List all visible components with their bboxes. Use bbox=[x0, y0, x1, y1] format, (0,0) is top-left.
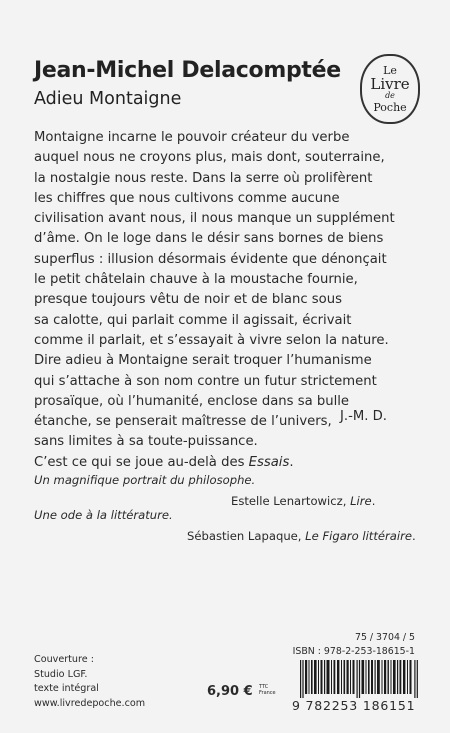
reviewer-name: Sébastien Lapaque, bbox=[187, 529, 306, 543]
blurb-last-line-end: . bbox=[289, 454, 294, 470]
blurb-line: d’âme. On le loge dans le désir sans bornes de biens bbox=[34, 231, 384, 247]
logo-word-livre: Livre bbox=[370, 75, 410, 93]
blurb-last-line-text: C’est ce qui se joue au-delà des bbox=[34, 454, 249, 470]
blurb-line: Dire adieu à Montaigne serait troquer l’humanisme bbox=[34, 353, 372, 369]
blurb-last-line bbox=[34, 453, 414, 473]
blurb-line: les chiffres que nous cultivons comme aucune bbox=[34, 190, 340, 206]
publication-name: Le Figaro littéraire bbox=[305, 529, 413, 543]
publisher-credits bbox=[34, 653, 145, 711]
essais-title: Essais bbox=[248, 454, 290, 470]
book-title: Adieu Montaigne bbox=[34, 89, 182, 109]
review-quote bbox=[34, 508, 173, 522]
catalog-code: 75 / 3704 / 5 bbox=[355, 632, 415, 643]
tax-note-country: France bbox=[259, 690, 276, 696]
barcode bbox=[300, 660, 418, 698]
review-quote-text: Un magnifique portrait du philosophe. bbox=[34, 473, 256, 487]
tax-note bbox=[259, 684, 276, 696]
review-quote-text: Une ode à la littérature. bbox=[34, 508, 173, 522]
logo-word-le: Le bbox=[383, 64, 397, 77]
blurb-line: étanche, se penserait maîtresse de l’univers, bbox=[34, 414, 332, 430]
blurb-line: qui s’attache à son nom contre un futur strictement bbox=[34, 373, 377, 389]
logo-word-de: de bbox=[385, 91, 395, 100]
logo-word-poche: Poche bbox=[373, 101, 407, 114]
author-name: Jean-Michel Delacomptée bbox=[34, 58, 341, 83]
blurb-line: le petit châtelain chauve à la moustache fournie, bbox=[34, 272, 358, 288]
blurb-line: presque toujours vêtu de noir et de blanc sous bbox=[34, 292, 342, 308]
review-quote bbox=[34, 473, 255, 487]
isbn: ISBN : 978-2-253-18615-1 bbox=[292, 646, 415, 657]
reviewer-name: Estelle Lenartowicz, bbox=[231, 494, 351, 508]
blurb-line: sans limites à sa toute-puissance. bbox=[34, 434, 258, 450]
review-attribution bbox=[187, 529, 416, 543]
price: 6,90 € bbox=[207, 684, 253, 699]
review-attribution bbox=[231, 494, 375, 508]
blurb-line: comme il parlait, et s’essayait à vivre selon la nature. bbox=[34, 332, 389, 348]
attribution-end: . bbox=[412, 529, 416, 543]
blurb-line: Montaigne incarne le pouvoir créateur du verbe bbox=[34, 130, 350, 145]
blurb-line: civilisation avant nous, il nous manque un supplément bbox=[34, 211, 395, 227]
cover-label: Couverture : bbox=[34, 654, 94, 665]
integral-text-label: texte intégral bbox=[34, 683, 99, 694]
tax-note-ttc: TTC bbox=[259, 684, 269, 690]
blurb-line: auquel nous ne croyons plus, mais dont, souterraine, bbox=[34, 150, 385, 166]
publisher-website: www.livredepoche.com bbox=[34, 697, 146, 709]
livre-de-poche-logo bbox=[360, 54, 420, 124]
blurb-line: prosaïque, où l’humanité, enclose dans sa bulle bbox=[34, 393, 350, 409]
attribution-end: . bbox=[371, 494, 376, 508]
publication-name: Lire bbox=[350, 494, 372, 508]
blurb-line: superflus : illusion désormais évidente que dénonçait bbox=[34, 251, 387, 267]
barcode-number: 9 782253 186151 bbox=[292, 698, 416, 713]
cover-credit: Studio LGF. bbox=[34, 668, 88, 680]
blurb-line: la nostalgie nous reste. Dans la serre où prolifèrent bbox=[34, 170, 373, 186]
author-initials: J.-M. D. bbox=[340, 409, 387, 424]
blurb-line: sa calotte, qui parlait comme il agissait, écrivait bbox=[34, 312, 352, 328]
